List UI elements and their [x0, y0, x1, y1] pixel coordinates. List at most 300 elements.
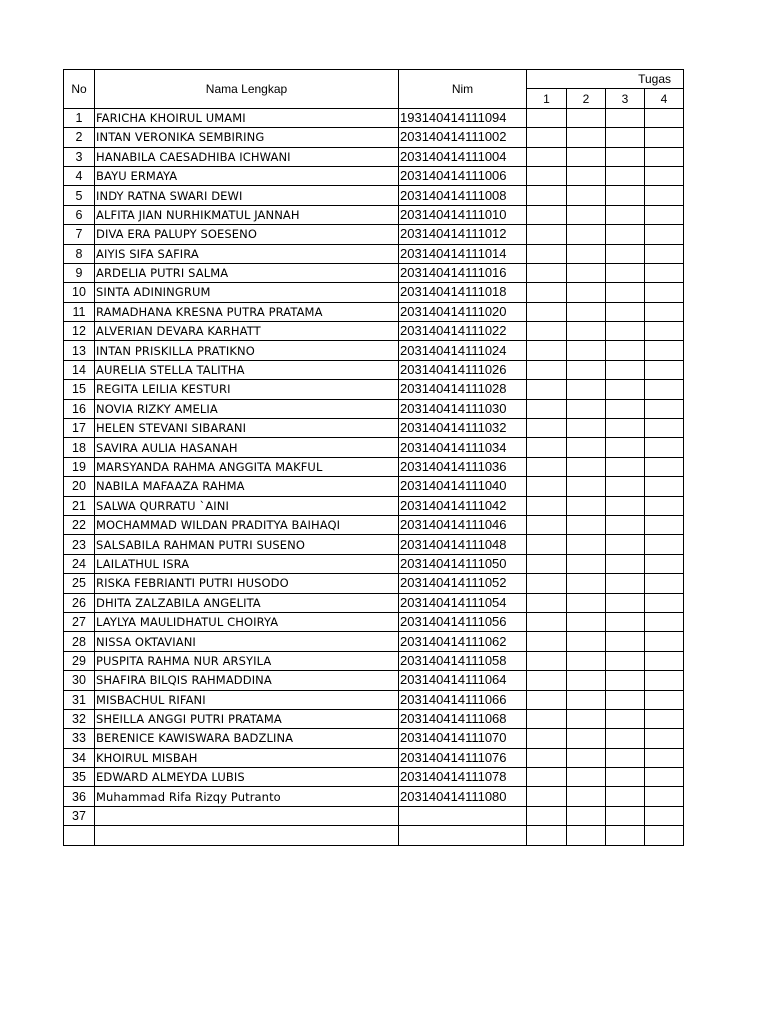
row-tugas-3 [606, 225, 645, 244]
row-tugas-3 [606, 360, 645, 379]
row-nim: 203140414111026 [399, 360, 527, 379]
row-nim: 203140414111054 [399, 593, 527, 612]
row-nim: 203140414111062 [399, 632, 527, 651]
table-row [64, 806, 684, 825]
row-nim [399, 826, 527, 845]
header-nama-lengkap: Nama Lengkap [95, 70, 399, 109]
row-nim: 203140414111020 [399, 302, 527, 321]
row-no: 29 [64, 651, 95, 670]
row-nim: 203140414111006 [399, 166, 527, 185]
row-tugas-1 [527, 457, 567, 476]
row-nama: INDY RATNA SWARI DEWI [95, 186, 399, 205]
row-tugas-1 [527, 671, 567, 690]
row-nim: 203140414111042 [399, 496, 527, 515]
row-tugas-1 [527, 515, 567, 534]
row-no: 23 [64, 535, 95, 554]
header-tugas: Tugas [527, 70, 684, 89]
row-tugas-3 [606, 108, 645, 127]
row-tugas-2 [567, 128, 606, 147]
row-no: 24 [64, 554, 95, 573]
row-tugas-1 [527, 477, 567, 496]
row-tugas-2 [567, 515, 606, 534]
row-tugas-2 [567, 574, 606, 593]
row-nim: 203140414111068 [399, 709, 527, 728]
row-nama: NABILA MAFAAZA RAHMA [95, 477, 399, 496]
row-nim: 203140414111078 [399, 768, 527, 787]
row-nim: 203140414111010 [399, 205, 527, 224]
row-tugas-1 [527, 593, 567, 612]
row-nim: 203140414111032 [399, 419, 527, 438]
table-row [64, 535, 684, 554]
row-tugas-3 [606, 768, 645, 787]
row-tugas-4 [645, 496, 684, 515]
row-no: 6 [64, 205, 95, 224]
row-tugas-3 [606, 826, 645, 845]
row-tugas-3 [606, 244, 645, 263]
row-tugas-3 [606, 787, 645, 806]
row-nim: 203140414111016 [399, 263, 527, 282]
row-tugas-4 [645, 612, 684, 631]
row-tugas-3 [606, 515, 645, 534]
header-tugas-3: 3 [606, 89, 645, 108]
row-no: 36 [64, 787, 95, 806]
row-nama: ARDELIA PUTRI SALMA [95, 263, 399, 282]
row-nama: HELEN STEVANI SIBARANI [95, 419, 399, 438]
row-nama: SHAFIRA BILQIS RAHMADDINA [95, 671, 399, 690]
row-no: 8 [64, 244, 95, 263]
row-tugas-3 [606, 671, 645, 690]
row-tugas-2 [567, 205, 606, 224]
row-nama: RAMADHANA KRESNA PUTRA PRATAMA [95, 302, 399, 321]
table-row [64, 632, 684, 651]
row-tugas-2 [567, 302, 606, 321]
row-tugas-3 [606, 690, 645, 709]
row-tugas-4 [645, 128, 684, 147]
row-tugas-2 [567, 341, 606, 360]
row-tugas-1 [527, 225, 567, 244]
row-tugas-3 [606, 419, 645, 438]
row-tugas-2 [567, 729, 606, 748]
row-no: 5 [64, 186, 95, 205]
table-row [64, 477, 684, 496]
row-tugas-4 [645, 535, 684, 554]
row-tugas-2 [567, 632, 606, 651]
row-tugas-4 [645, 806, 684, 825]
row-tugas-2 [567, 438, 606, 457]
row-tugas-1 [527, 535, 567, 554]
row-tugas-1 [527, 651, 567, 670]
row-no: 15 [64, 380, 95, 399]
row-tugas-4 [645, 380, 684, 399]
row-nim: 203140414111002 [399, 128, 527, 147]
row-no: 2 [64, 128, 95, 147]
row-nim: 193140414111094 [399, 108, 527, 127]
table-row [64, 574, 684, 593]
row-tugas-1 [527, 380, 567, 399]
row-tugas-1 [527, 166, 567, 185]
row-tugas-4 [645, 477, 684, 496]
row-nama: AURELIA STELLA TALITHA [95, 360, 399, 379]
row-nama: BAYU ERMAYA [95, 166, 399, 185]
row-tugas-1 [527, 360, 567, 379]
table-row [64, 360, 684, 379]
table-row [64, 515, 684, 534]
table-row [64, 671, 684, 690]
row-tugas-1 [527, 574, 567, 593]
row-nama: HANABILA CAESADHIBA ICHWANI [95, 147, 399, 166]
attendance-table [63, 69, 684, 846]
row-tugas-1 [527, 147, 567, 166]
row-nama: SALWA QURRATU `AINI [95, 496, 399, 515]
row-tugas-1 [527, 302, 567, 321]
table-row [64, 612, 684, 631]
table-row [64, 399, 684, 418]
row-no: 22 [64, 515, 95, 534]
row-tugas-2 [567, 380, 606, 399]
row-tugas-3 [606, 709, 645, 728]
row-tugas-4 [645, 593, 684, 612]
table-row [64, 225, 684, 244]
row-tugas-3 [606, 438, 645, 457]
table-row [64, 128, 684, 147]
row-no: 25 [64, 574, 95, 593]
row-tugas-1 [527, 612, 567, 631]
row-tugas-3 [606, 554, 645, 573]
row-nim: 203140414111008 [399, 186, 527, 205]
row-tugas-4 [645, 166, 684, 185]
row-tugas-2 [567, 690, 606, 709]
row-tugas-2 [567, 535, 606, 554]
row-nama: SALSABILA RAHMAN PUTRI SUSENO [95, 535, 399, 554]
row-tugas-4 [645, 244, 684, 263]
row-tugas-4 [645, 283, 684, 302]
row-nim: 203140414111058 [399, 651, 527, 670]
row-nama: DHITA ZALZABILA ANGELITA [95, 593, 399, 612]
row-tugas-4 [645, 147, 684, 166]
row-tugas-1 [527, 283, 567, 302]
row-tugas-3 [606, 612, 645, 631]
row-tugas-4 [645, 399, 684, 418]
row-nama: REGITA LEILIA KESTURI [95, 380, 399, 399]
row-tugas-3 [606, 205, 645, 224]
row-tugas-1 [527, 806, 567, 825]
row-tugas-2 [567, 283, 606, 302]
row-nim: 203140414111004 [399, 147, 527, 166]
row-tugas-2 [567, 147, 606, 166]
row-tugas-3 [606, 302, 645, 321]
row-tugas-1 [527, 787, 567, 806]
row-nama: AIYIS SIFA SAFIRA [95, 244, 399, 263]
row-tugas-3 [606, 632, 645, 651]
row-tugas-1 [527, 709, 567, 728]
row-tugas-3 [606, 729, 645, 748]
row-tugas-1 [527, 690, 567, 709]
row-tugas-3 [606, 477, 645, 496]
row-tugas-1 [527, 205, 567, 224]
row-tugas-1 [527, 496, 567, 515]
row-no: 4 [64, 166, 95, 185]
row-no: 28 [64, 632, 95, 651]
row-no: 9 [64, 263, 95, 282]
header-nim: Nim [399, 70, 527, 109]
row-tugas-3 [606, 574, 645, 593]
row-tugas-3 [606, 748, 645, 767]
row-tugas-1 [527, 554, 567, 573]
row-nama: RISKA FEBRIANTI PUTRI HUSODO [95, 574, 399, 593]
table-row [64, 186, 684, 205]
row-tugas-2 [567, 671, 606, 690]
table-row [64, 496, 684, 515]
row-tugas-1 [527, 108, 567, 127]
row-tugas-1 [527, 826, 567, 845]
row-tugas-3 [606, 535, 645, 554]
row-no: 7 [64, 225, 95, 244]
row-no: 20 [64, 477, 95, 496]
row-tugas-2 [567, 651, 606, 670]
row-tugas-4 [645, 302, 684, 321]
row-nim: 203140414111066 [399, 690, 527, 709]
row-tugas-1 [527, 322, 567, 341]
row-nama: PUSPITA RAHMA NUR ARSYILA [95, 651, 399, 670]
table-row [64, 651, 684, 670]
table-row [64, 709, 684, 728]
row-no: 31 [64, 690, 95, 709]
row-tugas-3 [606, 496, 645, 515]
row-no: 14 [64, 360, 95, 379]
row-nim: 203140414111012 [399, 225, 527, 244]
table-body [64, 108, 684, 845]
row-tugas-1 [527, 244, 567, 263]
row-nama: ALFITA JIAN NURHIKMATUL JANNAH [95, 205, 399, 224]
row-tugas-4 [645, 729, 684, 748]
row-nama: BERENICE KAWISWARA BADZLINA [95, 729, 399, 748]
row-nim: 203140414111036 [399, 457, 527, 476]
row-nama: SAVIRA AULIA HASANAH [95, 438, 399, 457]
row-tugas-3 [606, 322, 645, 341]
header-tugas-1: 1 [527, 89, 567, 108]
row-no: 32 [64, 709, 95, 728]
row-tugas-4 [645, 671, 684, 690]
row-nim: 203140414111076 [399, 748, 527, 767]
table-row [64, 826, 684, 845]
table-row [64, 593, 684, 612]
row-no: 3 [64, 147, 95, 166]
table-row [64, 302, 684, 321]
row-nim: 203140414111022 [399, 322, 527, 341]
row-tugas-4 [645, 186, 684, 205]
row-tugas-4 [645, 787, 684, 806]
row-tugas-2 [567, 554, 606, 573]
row-nim: 203140414111048 [399, 535, 527, 554]
row-nama: DIVA ERA PALUPY SOESENO [95, 225, 399, 244]
table-row [64, 768, 684, 787]
row-tugas-2 [567, 806, 606, 825]
row-tugas-4 [645, 515, 684, 534]
row-nim: 203140414111024 [399, 341, 527, 360]
table-row [64, 554, 684, 573]
row-nama: MARSYANDA RAHMA ANGGITA MAKFUL [95, 457, 399, 476]
row-tugas-3 [606, 593, 645, 612]
row-nim: 203140414111056 [399, 612, 527, 631]
row-nim: 203140414111018 [399, 283, 527, 302]
row-tugas-2 [567, 787, 606, 806]
table-row [64, 147, 684, 166]
row-no: 34 [64, 748, 95, 767]
row-nim: 203140414111030 [399, 399, 527, 418]
row-tugas-4 [645, 419, 684, 438]
row-tugas-3 [606, 341, 645, 360]
row-nama: NOVIA RIZKY AMELIA [95, 399, 399, 418]
row-nama: SINTA ADININGRUM [95, 283, 399, 302]
table-row [64, 457, 684, 476]
row-tugas-1 [527, 399, 567, 418]
table-row [64, 787, 684, 806]
row-tugas-4 [645, 709, 684, 728]
row-nim: 203140414111064 [399, 671, 527, 690]
row-tugas-4 [645, 768, 684, 787]
row-no: 10 [64, 283, 95, 302]
row-tugas-3 [606, 651, 645, 670]
row-tugas-3 [606, 283, 645, 302]
row-tugas-2 [567, 768, 606, 787]
table-row [64, 283, 684, 302]
row-no: 19 [64, 457, 95, 476]
row-tugas-1 [527, 186, 567, 205]
row-tugas-2 [567, 419, 606, 438]
row-no: 11 [64, 302, 95, 321]
row-tugas-4 [645, 457, 684, 476]
row-nim: 203140414111052 [399, 574, 527, 593]
table-row [64, 438, 684, 457]
row-tugas-4 [645, 632, 684, 651]
row-tugas-4 [645, 438, 684, 457]
row-no: 27 [64, 612, 95, 631]
header-tugas-4: 4 [645, 89, 684, 108]
row-tugas-4 [645, 690, 684, 709]
row-nama [95, 806, 399, 825]
row-tugas-1 [527, 419, 567, 438]
row-nama: INTAN PRISKILLA PRATIKNO [95, 341, 399, 360]
header-row [64, 70, 684, 89]
row-tugas-3 [606, 399, 645, 418]
row-tugas-3 [606, 263, 645, 282]
table-row [64, 419, 684, 438]
row-no: 35 [64, 768, 95, 787]
row-nama: ALVERIAN DEVARA KARHATT [95, 322, 399, 341]
table-row [64, 748, 684, 767]
row-tugas-4 [645, 225, 684, 244]
row-tugas-2 [567, 496, 606, 515]
table-row [64, 322, 684, 341]
row-tugas-4 [645, 205, 684, 224]
row-tugas-3 [606, 128, 645, 147]
row-tugas-4 [645, 108, 684, 127]
row-no: 17 [64, 419, 95, 438]
row-nama: MOCHAMMAD WILDAN PRADITYA BAIHAQI [95, 515, 399, 534]
row-tugas-4 [645, 651, 684, 670]
row-tugas-1 [527, 438, 567, 457]
row-no: 12 [64, 322, 95, 341]
row-tugas-1 [527, 341, 567, 360]
row-no: 26 [64, 593, 95, 612]
row-tugas-4 [645, 322, 684, 341]
row-nama: Muhammad Rifa Rizqy Putranto [95, 787, 399, 806]
row-tugas-2 [567, 225, 606, 244]
row-nim: 203140414111034 [399, 438, 527, 457]
row-tugas-4 [645, 263, 684, 282]
table-row [64, 166, 684, 185]
row-nama: LAILATHUL ISRA [95, 554, 399, 573]
row-tugas-4 [645, 826, 684, 845]
row-nim: 203140414111080 [399, 787, 527, 806]
row-tugas-3 [606, 380, 645, 399]
row-nama: EDWARD ALMEYDA LUBIS [95, 768, 399, 787]
row-tugas-2 [567, 748, 606, 767]
row-tugas-1 [527, 729, 567, 748]
row-nim: 203140414111040 [399, 477, 527, 496]
row-tugas-2 [567, 322, 606, 341]
row-nim: 203140414111046 [399, 515, 527, 534]
row-nama: MISBACHUL RIFANI [95, 690, 399, 709]
row-no: 13 [64, 341, 95, 360]
row-tugas-3 [606, 166, 645, 185]
row-tugas-2 [567, 826, 606, 845]
row-no [64, 826, 95, 845]
row-nama: LAYLYA MAULIDHATUL CHOIRYA [95, 612, 399, 631]
row-no: 16 [64, 399, 95, 418]
row-nim [399, 806, 527, 825]
row-tugas-3 [606, 186, 645, 205]
header-no: No [64, 70, 95, 109]
table-row [64, 263, 684, 282]
row-tugas-2 [567, 244, 606, 263]
row-nim: 203140414111028 [399, 380, 527, 399]
row-tugas-1 [527, 263, 567, 282]
row-tugas-4 [645, 574, 684, 593]
row-tugas-2 [567, 360, 606, 379]
table-row [64, 108, 684, 127]
row-nim: 203140414111050 [399, 554, 527, 573]
table-row [64, 690, 684, 709]
row-tugas-1 [527, 632, 567, 651]
row-tugas-1 [527, 768, 567, 787]
row-tugas-3 [606, 806, 645, 825]
table-row [64, 244, 684, 263]
table-row [64, 205, 684, 224]
row-nama: SHEILLA ANGGI PUTRI PRATAMA [95, 709, 399, 728]
row-tugas-4 [645, 748, 684, 767]
row-nama: KHOIRUL MISBAH [95, 748, 399, 767]
row-no: 30 [64, 671, 95, 690]
row-tugas-2 [567, 593, 606, 612]
row-tugas-1 [527, 128, 567, 147]
row-tugas-4 [645, 360, 684, 379]
row-tugas-4 [645, 341, 684, 360]
row-nama: INTAN VERONIKA SEMBIRING [95, 128, 399, 147]
row-nim: 203140414111014 [399, 244, 527, 263]
row-tugas-2 [567, 709, 606, 728]
row-no: 37 [64, 806, 95, 825]
row-tugas-3 [606, 147, 645, 166]
table-row [64, 729, 684, 748]
row-tugas-2 [567, 166, 606, 185]
row-nama: FARICHA KHOIRUL UMAMI [95, 108, 399, 127]
row-tugas-2 [567, 477, 606, 496]
row-tugas-2 [567, 612, 606, 631]
row-nim: 203140414111070 [399, 729, 527, 748]
table-row [64, 380, 684, 399]
row-tugas-2 [567, 108, 606, 127]
